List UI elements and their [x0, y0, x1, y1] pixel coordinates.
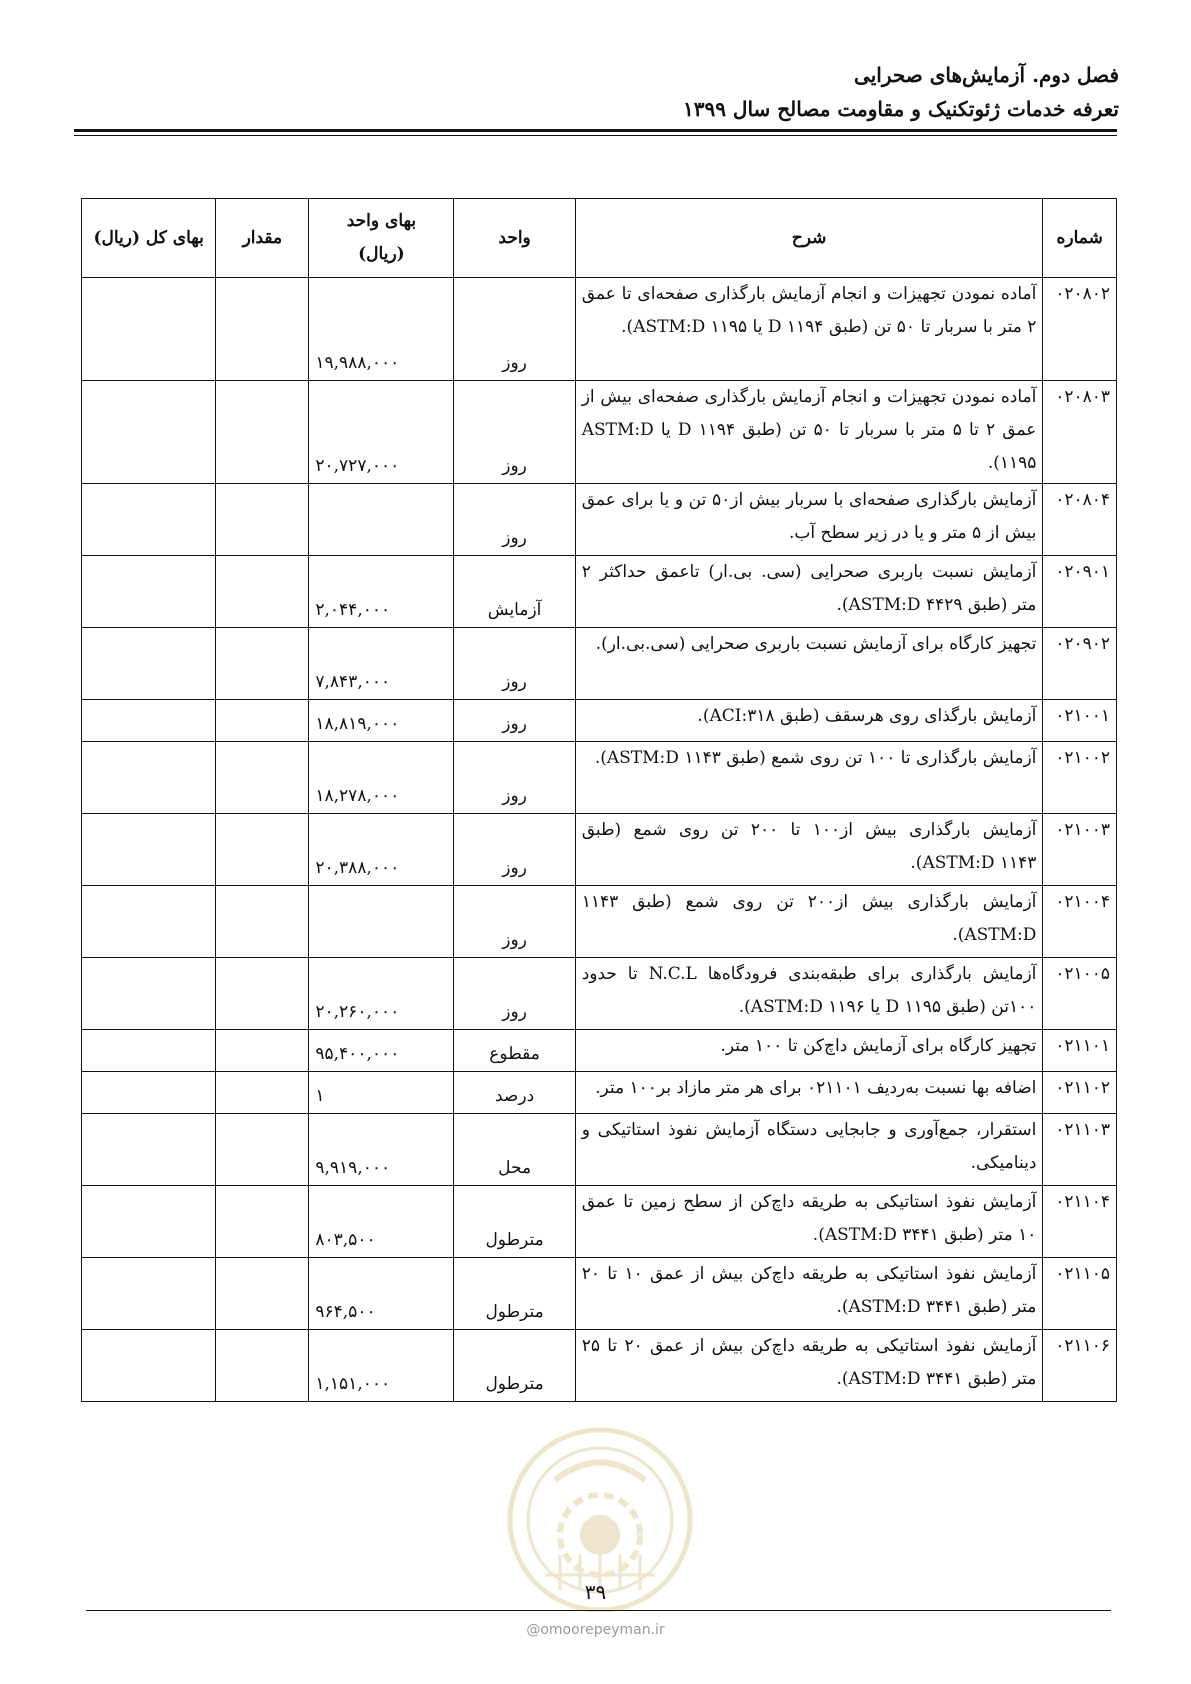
row-description: اضافه بها نسبت به‌ردیف ۰۲۱۱۰۱ برای هر متر مازاد بر۱۰۰ متر. [575, 1072, 1043, 1114]
col-header-desc: شرح [575, 199, 1043, 278]
row-qty [216, 1114, 309, 1186]
row-unit-price: ۸۰۳,۵۰۰ [309, 1186, 454, 1258]
row-description: آزمایش نفوذ استاتیکی به طریقه داچ‌کن بیش از عمق ۲۰ تا ۲۵ متر (طبق ۳۴۴۱ ASTM:D). [575, 1330, 1043, 1402]
row-code: ۰۲۱۰۰۴ [1043, 886, 1117, 958]
header-rule-thick [74, 129, 1117, 132]
row-code: ۰۲۱۰۰۳ [1043, 814, 1117, 886]
row-qty [216, 1330, 309, 1402]
row-unit: محل [454, 1114, 575, 1186]
row-qty [216, 381, 309, 484]
page-header [72, 58, 1119, 126]
row-unit-price: ۹,۹۱۹,۰۰۰ [309, 1114, 454, 1186]
row-unit-price: ۱,۱۵۱,۰۰۰ [309, 1330, 454, 1402]
row-unit-price: ۲,۰۴۴,۰۰۰ [309, 556, 454, 628]
row-unit: مقطوع [454, 1030, 575, 1072]
row-code: ۰۲۱۱۰۵ [1043, 1258, 1117, 1330]
footer-rule [86, 1610, 1111, 1611]
row-unit: روز [454, 742, 575, 814]
row-code: ۰۲۱۱۰۳ [1043, 1114, 1117, 1186]
row-total [82, 1114, 216, 1186]
table-row [82, 278, 1117, 381]
row-code: ۰۲۱۰۰۱ [1043, 700, 1117, 742]
row-description: آزمایش بارگذاری بیش از۱۰۰ تا ۲۰۰ تن روی شمع (طبق ASTM:D ۱۱۴۳). [575, 814, 1043, 886]
table-row [82, 886, 1117, 958]
row-code: ۰۲۰۹۰۱ [1043, 556, 1117, 628]
row-code: ۰۲۱۱۰۴ [1043, 1186, 1117, 1258]
row-description: تجهیز کارگاه برای آزمایش نسبت باربری صحرایی (سی.بی.ار). [575, 628, 1043, 700]
col-header-unit-price [309, 199, 454, 278]
row-unit-price: ۹۵,۴۰۰,۰۰۰ [309, 1030, 454, 1072]
row-unit: روز [454, 628, 575, 700]
row-description: آزمایش نفوذ استاتیکی به طریقه داچ‌کن بیش از عمق ۱۰ تا ۲۰ متر (طبق ۳۴۴۱ ASTM:D). [575, 1258, 1043, 1330]
table-row [82, 1186, 1117, 1258]
col-header-code: شماره [1043, 199, 1117, 278]
table-row [82, 1030, 1117, 1072]
row-code: ۰۲۰۸۰۳ [1043, 381, 1117, 484]
site-watermark-text: @omoorepeyman.ir [526, 1622, 665, 1638]
row-qty [216, 628, 309, 700]
row-total [82, 958, 216, 1030]
row-total [82, 1186, 216, 1258]
row-unit: آزمایش [454, 556, 575, 628]
table-row [82, 484, 1117, 556]
row-code: ۰۲۱۰۰۵ [1043, 958, 1117, 1030]
row-code: ۰۲۰۸۰۴ [1043, 484, 1117, 556]
row-unit-price: ۷,۸۴۳,۰۰۰ [309, 628, 454, 700]
row-unit: مترطول [454, 1186, 575, 1258]
row-total [82, 886, 216, 958]
table-row [82, 556, 1117, 628]
row-qty [216, 1030, 309, 1072]
row-description: تجهیز کارگاه برای آزمایش داچ‌کن تا ۱۰۰ متر. [575, 1030, 1043, 1072]
row-total [82, 814, 216, 886]
row-unit: درصد [454, 1072, 575, 1114]
table-row [82, 628, 1117, 700]
row-total [82, 484, 216, 556]
row-qty [216, 886, 309, 958]
row-description: آماده نمودن تجهیزات و انجام آزمایش بارگذاری صفحه‌ای بیش از عمق ۲ تا ۵ متر با سربار تا ۵۰ تن (طبق D ۱۱۹۴ یا ASTM:D ۱۱۹۵). [575, 381, 1043, 484]
row-qty [216, 1258, 309, 1330]
row-description: آزمایش بارگذاری برای طبقه‌بندی فرودگاه‌ها N.C.L تا حدود ۱۰۰تن (طبق D ۱۱۹۵ یا ASTM:D ۱۱۹۶). [575, 958, 1043, 1030]
page-number: ۳۹ [584, 1580, 607, 1604]
row-qty [216, 814, 309, 886]
table-row [82, 381, 1117, 484]
row-unit-price: ۲۰,۲۶۰,۰۰۰ [309, 958, 454, 1030]
row-total [82, 556, 216, 628]
row-qty [216, 484, 309, 556]
row-unit-price: ۱۸,۲۷۸,۰۰۰ [309, 742, 454, 814]
row-unit-price: ۲۰,۳۸۸,۰۰۰ [309, 814, 454, 886]
row-total [82, 1330, 216, 1402]
row-description: آزمایش بارگذاری صفحه‌ای با سربار بیش از۵۰ تن و یا برای عمق بیش از ۵ متر و یا در زیر سطح آب. [575, 484, 1043, 556]
row-unit: روز [454, 278, 575, 381]
col-header-total: بهای کل (ریال) [82, 199, 216, 278]
row-qty [216, 700, 309, 742]
table-row [82, 1330, 1117, 1402]
col-header-unit: واحد [454, 199, 575, 278]
row-unit-price [309, 886, 454, 958]
row-description: آماده نمودن تجهیزات و انجام آزمایش بارگذاری صفحه‌ای تا عمق ۲ متر با سربار تا ۵۰ تن (طبق D ۱۱۹۴ یا ASTM:D ۱۱۹۵). [575, 278, 1043, 381]
row-unit: روز [454, 381, 575, 484]
row-code: ۰۲۱۱۰۶ [1043, 1330, 1117, 1402]
table-row [82, 1072, 1117, 1114]
row-qty [216, 742, 309, 814]
row-code: ۰۲۰۹۰۲ [1043, 628, 1117, 700]
row-code: ۰۲۱۰۰۲ [1043, 742, 1117, 814]
row-unit-price: ۲۰,۷۲۷,۰۰۰ [309, 381, 454, 484]
row-unit-price: ۱۹,۹۸۸,۰۰۰ [309, 278, 454, 381]
header-rule-thin [74, 135, 1117, 136]
row-description: استقرار، جمع‌آوری و جابجایی دستگاه آزمایش نفوذ استاتیکی و دینامیکی. [575, 1114, 1043, 1186]
table-row [82, 814, 1117, 886]
table-row [82, 958, 1117, 1030]
row-total [82, 742, 216, 814]
row-total [82, 1030, 216, 1072]
row-description: آزمایش نفوذ استاتیکی به طریقه داچ‌کن از سطح زمین تا عمق ۱۰ متر (طبق ۳۴۴۱ ASTM:D). [575, 1186, 1043, 1258]
row-description: آزمایش بارگذاری تا ۱۰۰ تن روی شمع (طبق ۱۱۴۳ ASTM:D). [575, 742, 1043, 814]
row-unit: مترطول [454, 1258, 575, 1330]
row-unit-price [309, 484, 454, 556]
row-unit-price: ۹۶۴,۵۰۰ [309, 1258, 454, 1330]
row-unit: روز [454, 814, 575, 886]
row-total [82, 278, 216, 381]
table-row [82, 1114, 1117, 1186]
row-unit: روز [454, 958, 575, 1030]
row-qty [216, 1186, 309, 1258]
row-total [82, 700, 216, 742]
row-total [82, 381, 216, 484]
col-header-unit-price-line1: بهای واحد [346, 211, 417, 231]
table-header-row [82, 199, 1117, 278]
row-description: آزمایش نسبت باربری صحرایی (سی. بی.ار) تاعمق حداکثر ۲ متر (طبق ۴۴۲۹ ASTM:D). [575, 556, 1043, 628]
col-header-qty: مقدار [216, 199, 309, 278]
row-unit-price: ۱۸,۸۱۹,۰۰۰ [309, 700, 454, 742]
row-total [82, 1072, 216, 1114]
row-qty [216, 1072, 309, 1114]
row-qty [216, 958, 309, 1030]
row-qty [216, 278, 309, 381]
row-unit: روز [454, 886, 575, 958]
row-code: ۰۲۱۱۰۱ [1043, 1030, 1117, 1072]
row-description: آزمایش بارگذای روی هرسقف (طبق ACI:۳۱۸). [575, 700, 1043, 742]
col-header-unit-price-line2: (ریال) [358, 244, 405, 264]
row-unit: روز [454, 484, 575, 556]
row-unit: روز [454, 700, 575, 742]
row-unit: مترطول [454, 1330, 575, 1402]
table-row [82, 742, 1117, 814]
row-total [82, 628, 216, 700]
row-qty [216, 556, 309, 628]
document-subtitle: تعرفه خدمات ژئوتکنیک و مقاومت مصالح سال ۱۳۹۹ [682, 97, 1119, 121]
row-description: آزمایش بارگذاری بیش از۲۰۰ تن روی شمع (طبق ۱۱۴۳ ASTM:D). [575, 886, 1043, 958]
row-unit-price: ۱ [309, 1072, 454, 1114]
row-total [82, 1258, 216, 1330]
chapter-title: فصل دوم. آزمایش‌های صحرایی [854, 63, 1119, 87]
table-row [82, 700, 1117, 742]
table-row [82, 1258, 1117, 1330]
row-code: ۰۲۱۱۰۲ [1043, 1072, 1117, 1114]
row-code: ۰۲۰۸۰۲ [1043, 278, 1117, 381]
tariff-table [81, 198, 1117, 1402]
